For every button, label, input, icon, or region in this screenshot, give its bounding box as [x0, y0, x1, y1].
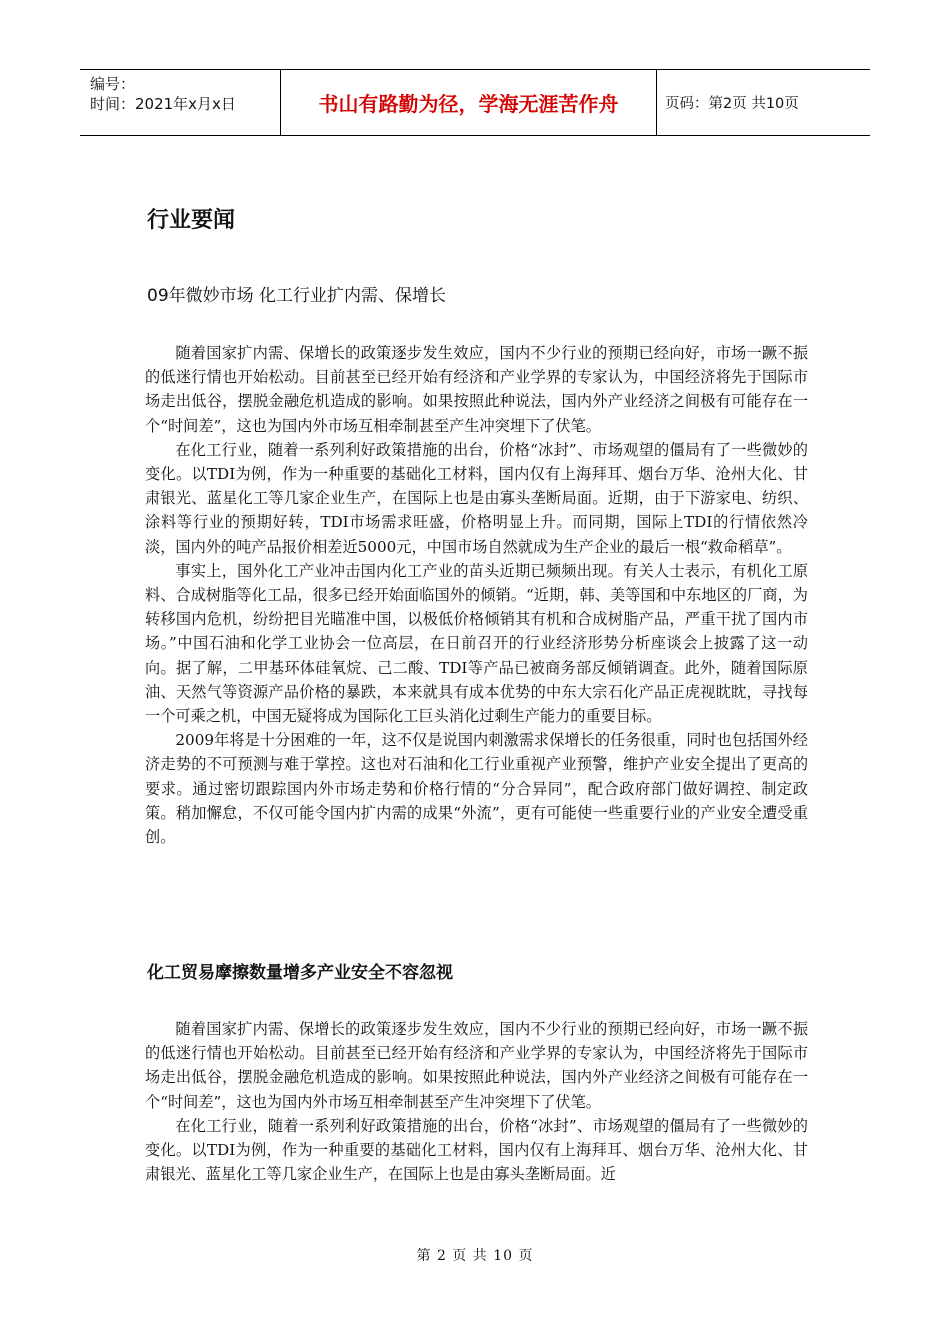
document-header: [80, 69, 870, 136]
article-body: [145, 341, 808, 849]
header-page-info: 页码：第2页 共10页: [665, 96, 799, 112]
header-left-cell: [80, 70, 280, 135]
paragraph: 在化工行业，随着一系列利好政策措施的出台，价格“冰封”、市场观望的僵局有了一些微妙的变化。以TDI为例，作为一种重要的基础化工材料，国内仅有上海拜耳、烟台万华、沧州大化、甘肃银光、蓝星化工等几家企业生产，在国际上也是由寡头垄断局面。近: [145, 1116, 808, 1184]
number-label: 编号：: [90, 75, 136, 93]
article-title: 化工贸易摩擦数量增多产业安全不容忽视: [147, 963, 453, 983]
section-title: 行业要闻: [147, 208, 236, 233]
paragraph: 随着国家扩内需、保增长的政策逐步发生效应，国内不少行业的预期已经向好，市场一蹶不振的低迷行情也开始松动。目前甚至已经开始有经济和产业学界的专家认为，中国经济将先于国际市场走出低谷，摆脱金融危机造成的影响。如果按照此种说法，国内外产业经济之间极有可能存在一个“时间差”，这也为国内外市场互相牵制甚至产生冲突埋下了伏笔。: [145, 1020, 808, 1111]
date-label: 时间：2021年x月x日: [90, 95, 236, 113]
paragraph: 事实上，国外化工产业冲击国内化工产业的苗头近期已频频出现。有关人士表示，有机化工原料、合成树脂等化工品，很多已经开始面临国外的倾销。“近期，韩、美等国和中东地区的厂商，为转移国内危机，纷纷把目光瞄准中国，以极低价格倾销其有机和合成树脂产品，严重干扰了国内市场。”中国石油和化学工业协会一位高层，在日前召开的行业经济形势分析座谈会上披露了这一动向。据了解，二甲基环体硅氧烷、己二酸、TDI等产品已被商务部反倾销调查。此外，随着国际原油、天然气等资源产品价格的暴跌，本来就具有成本优势的中东大宗石化产品正虎视眈眈，寻找每一个可乘之机，中国无疑将成为国际化工巨头消化过剩生产能力的重要目标。: [145, 561, 808, 726]
header-motto: 书山有路勤为径，学海无涯苦作舟: [280, 70, 657, 135]
paragraph: 在化工行业，随着一系列利好政策措施的出台，价格“冰封”、市场观望的僵局有了一些微妙的变化。以TDI为例，作为一种重要的基础化工材料，国内仅有上海拜耳、烟台万华、沧州大化、甘肃银光、蓝星化工等几家企业生产，在国际上也是由寡头垄断局面。近期，由于下游家电、纺织、涂料等行业的预期好转，TDI市场需求旺盛，价格明显上升。而同期，国际上TDI的行情依然冷淡，国内外的吨产品报价相差近5000元，中国市场自然就成为生产企业的最后一根“救命稻草”。: [145, 440, 808, 556]
paragraph: 2009年将是十分困难的一年，这不仅是说国内刺激需求保增长的任务很重，同时也包括国外经济走势的不可预测与难于掌控。这也对石油和化工行业重视产业预警，维护产业安全提出了更高的要求。通过密切跟踪国内外市场走势和价格行情的“分合异同”，配合政府部门做好调控、制定政策。稍加懈怠，不仅可能令国内扩内需的成果“外流”，更有可能使一些重要行业的产业安全遭受重创。: [145, 731, 808, 847]
article-title: 09年微妙市场 化工行业扩内需、保增长: [147, 286, 447, 306]
article-body: [145, 1017, 808, 1186]
paragraph: 随着国家扩内需、保增长的政策逐步发生效应，国内不少行业的预期已经向好，市场一蹶不振的低迷行情也开始松动。目前甚至已经开始有经济和产业学界的专家认为，中国经济将先于国际市场走出低谷，摆脱金融危机造成的影响。如果按照此种说法，国内外产业经济之间极有可能存在一个“时间差”，这也为国内外市场互相牵制甚至产生冲突埋下了伏笔。: [145, 344, 808, 435]
page-footer: 第 2 页 共 10 页: [416, 1248, 534, 1264]
